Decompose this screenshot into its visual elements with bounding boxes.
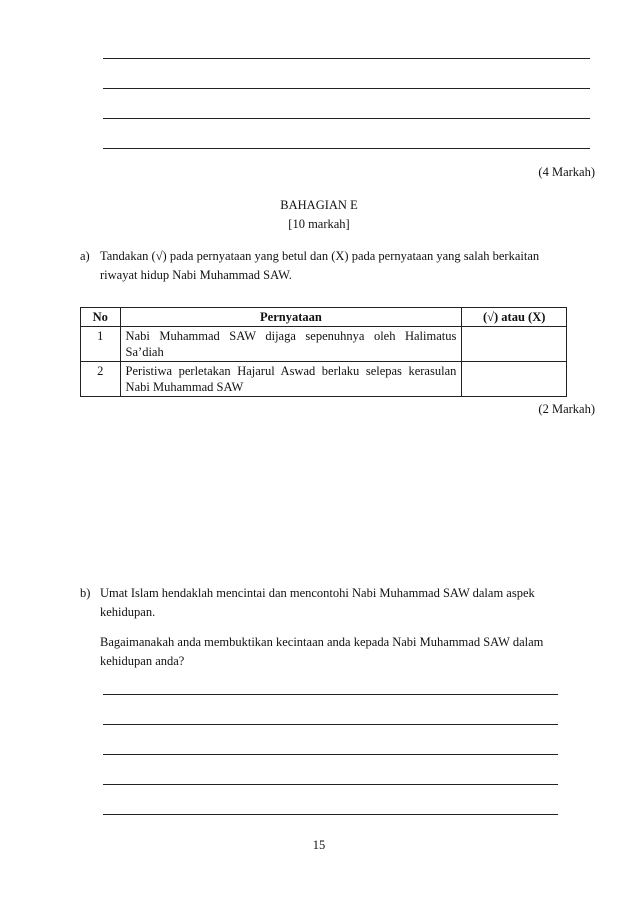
statement-line: Peristiwa perletakan Hajarul Aswad berlaku selepas kerasulan <box>125 364 457 378</box>
row-no: 1 <box>81 327 121 362</box>
table-row <box>81 362 567 397</box>
question-b-line3: Bagaimanakah anda membuktikan kecintaan anda kepada Nabi Muhammad SAW dalam <box>100 635 544 649</box>
top-marks: (4 Markah) <box>538 165 595 179</box>
question-b-line1: Umat Islam hendaklah mencintai dan mencontohi Nabi Muhammad SAW dalam aspek <box>100 586 535 600</box>
header-answer: (√) atau (X) <box>462 308 567 327</box>
row-statement <box>120 362 462 397</box>
section-marks: [10 markah] <box>288 217 350 231</box>
answer-cell[interactable] <box>462 327 567 362</box>
row-statement <box>120 327 462 362</box>
table-row <box>81 327 567 362</box>
answer-line <box>103 148 590 149</box>
question-a-line1: Tandakan (√) pada pernyataan yang betul dan (X) pada pernyataan yang salah berkaitan <box>100 249 540 263</box>
answer-line[interactable] <box>103 694 558 695</box>
answer-line <box>103 88 590 89</box>
answer-line[interactable] <box>103 814 558 815</box>
answer-line <box>103 58 590 59</box>
header-statement: Pernyataan <box>120 308 462 327</box>
question-a-label: a) <box>80 249 90 263</box>
question-a-marks: (2 Markah) <box>538 402 595 416</box>
answer-line <box>103 118 590 119</box>
question-a-line2: riwayat hidup Nabi Muhammad SAW. <box>100 268 292 282</box>
question-b-line4: kehidupan anda? <box>100 654 185 668</box>
statement-line: Sa’diah <box>125 345 164 359</box>
answer-line[interactable] <box>103 784 558 785</box>
row-no: 2 <box>81 362 121 397</box>
answer-line[interactable] <box>103 724 558 725</box>
statement-line: Nabi Muhammad SAW <box>125 380 244 394</box>
statement-line: Nabi Muhammad SAW dijaga sepenuhnya oleh Halimatus <box>125 329 457 343</box>
table-header-row <box>81 308 567 327</box>
section-title: BAHAGIAN E <box>280 198 358 212</box>
question-b-line2: kehidupan. <box>100 605 156 619</box>
question-b-label: b) <box>80 586 91 600</box>
question-a <box>80 247 580 287</box>
page-number: 15 <box>312 838 326 852</box>
statement-table <box>80 307 567 397</box>
header-no: No <box>81 308 121 327</box>
answer-line[interactable] <box>103 754 558 755</box>
answer-cell[interactable] <box>462 362 567 397</box>
question-b <box>80 584 580 674</box>
